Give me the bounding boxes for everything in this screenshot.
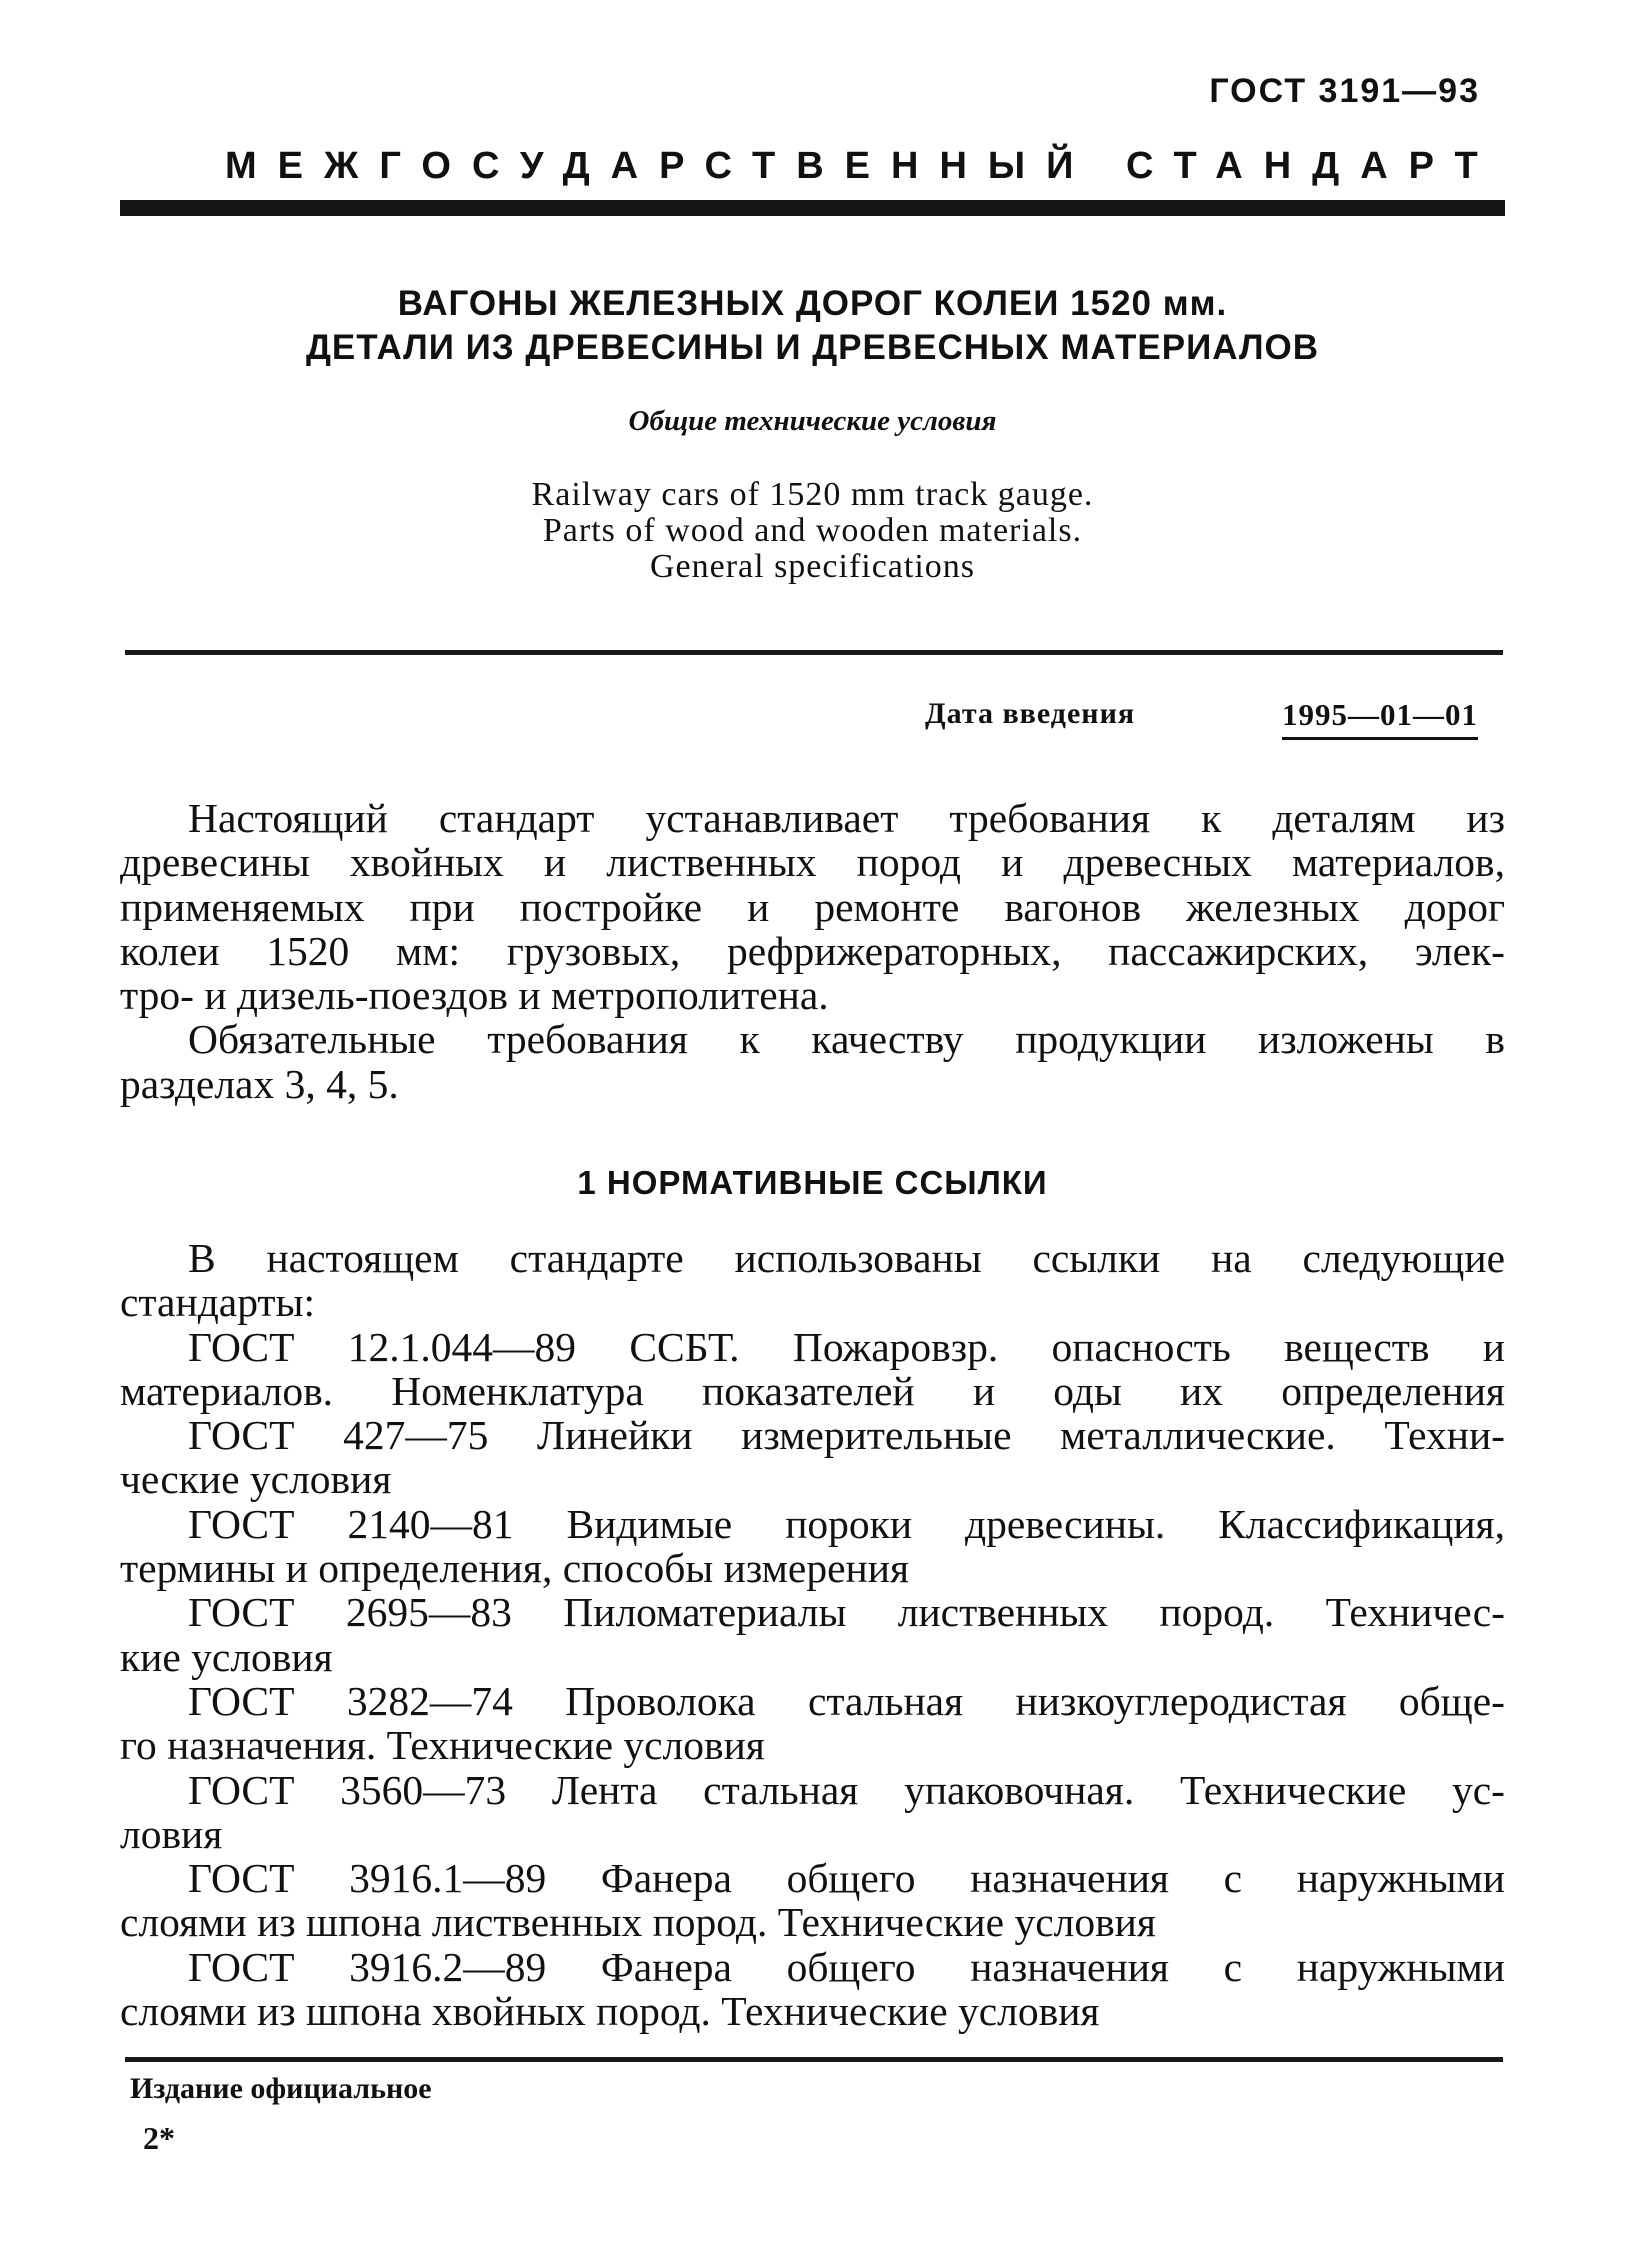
reference-line: го назначения. Технические условия [120,1722,765,1769]
scope-line: Настоящий стандарт устанавливает требования к деталям из [188,795,1505,841]
document-title-line-2: ДЕТАЛИ ИЗ ДРЕВЕСИНЫ И ДРЕВЕСНЫХ МАТЕРИАЛОВ [305,328,1320,367]
reference-line: слоями из шпона лиственных пород. Технические условия [120,1899,1156,1946]
reference-line: термины и определения, способы измерения [120,1545,910,1592]
reference-line: ГОСТ 3916.2—89 Фанера общего назначения с наружными [188,1943,1505,1990]
introduction-date: 1995—01—01 [1282,697,1478,740]
footer-rule [125,2057,1503,2062]
introduction-date-label: Дата введения [925,697,1136,730]
scope-line: Обязательные требования к качеству продукции изложены в [188,1016,1505,1063]
reference-line: ГОСТ 3560—73 Лента стальная упаковочная. Технические ус- [188,1766,1505,1813]
reference-line: ГОСТ 2695—83 Пиломатериалы лиственных пород. Техничес- [188,1589,1505,1636]
english-title-line-3: General specifications [649,548,976,585]
scope-line: колеи 1520 мм: грузовых, рефрижераторных, пассажирских, элек- [120,927,1505,974]
document-title-line-1: ВАГОНЫ ЖЕЛЕЗНЫХ ДОРОГ КОЛЕИ 1520 мм. [397,284,1228,323]
scope-line: древесины хвойных и лиственных пород и древесных материалов, [120,839,1505,886]
scope-line: применяемых при постройке и ремонте вагонов железных дорог [120,883,1505,930]
gost-number: ГОСТ 3191—93 [1209,72,1480,110]
page-mark: 2* [143,2120,175,2156]
reference-line: ческие условия [120,1456,392,1503]
reference-line: ловия [120,1810,223,1857]
title-rule [125,650,1503,655]
reference-line: стандарты: [120,1279,315,1326]
reference-line: ГОСТ 2140—81 Видимые пороки древесины. Классификация, [188,1500,1505,1547]
reference-line: ГОСТ 3916.1—89 Фанера общего назначения с наружными [188,1855,1505,1902]
reference-line: ГОСТ 427—75 Линейки измерительные металлические. Техни- [188,1412,1505,1459]
english-title-line-2: Parts of wood and wooden materials. [542,512,1083,549]
section-heading: 1 НОРМАТИВНЫЕ ССЫЛКИ [577,1164,1048,1201]
reference-line: ГОСТ 12.1.044—89 ССБТ. Пожаровзр. опасность веществ и [188,1323,1505,1370]
reference-line: В настоящем стандарте использованы ссылки на следующие [188,1235,1505,1281]
header-rule [120,200,1505,216]
standard-type-heading: МЕЖГОСУДАРСТВЕННЫЙ СТАНДАРТ [225,145,1499,187]
normative-references [120,1236,1505,2033]
reference-line: материалов. Номенклатура показателей и оды их определения [120,1367,1505,1414]
scope-line: тро- и дизель-поездов и метрополитена. [120,972,829,1019]
document-subtitle: Общие технические условия [628,405,997,437]
scope-paragraph [120,796,1505,1106]
official-edition-label: Издание официальное [130,2072,432,2105]
english-title-line-1: Railway cars of 1520 mm track gauge. [531,476,1094,513]
reference-line: кие условия [120,1633,333,1680]
scope-line: разделах 3, 4, 5. [120,1060,399,1107]
reference-line: ГОСТ 3282—74 Проволока стальная низкоуглеродистая обще- [188,1677,1505,1724]
reference-line: слоями из шпона хвойных пород. Технические условия [120,1988,1100,2035]
